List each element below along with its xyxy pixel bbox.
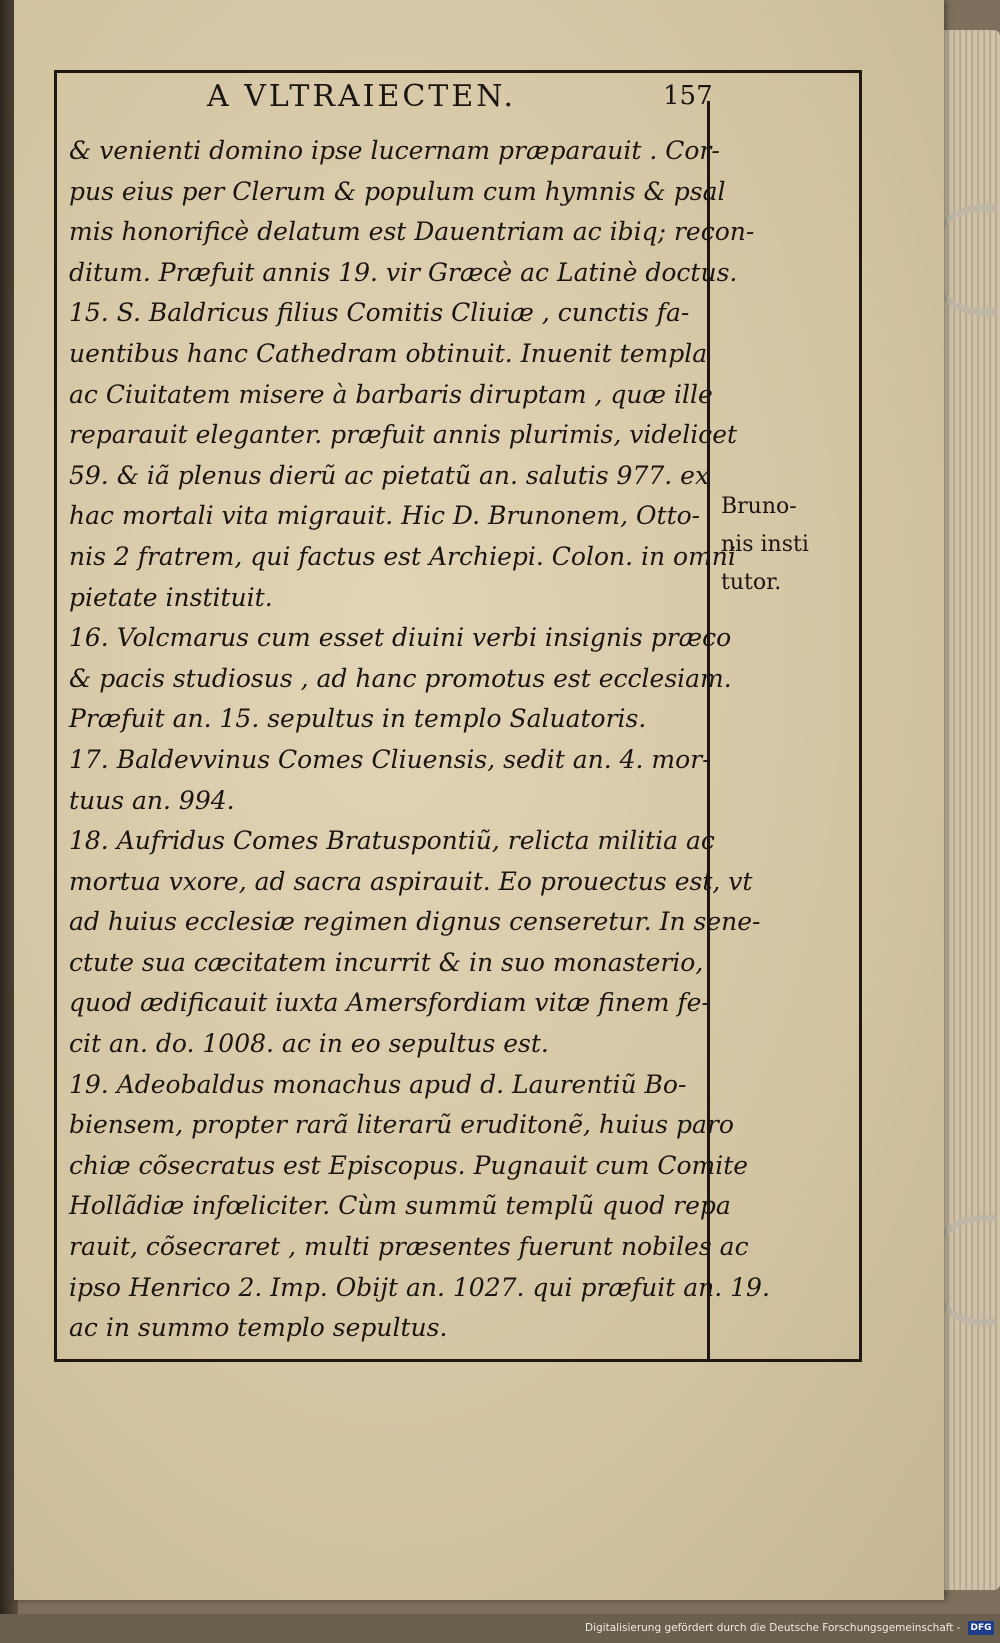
marginal-note-line: nis insti [721, 532, 809, 557]
marginal-note-line: Bruno- [721, 494, 797, 519]
text-line: & pacis studiosus , ad hanc promotus est ecclesiam. [69, 663, 732, 693]
text-line: 18. Aufridus Comes Bratuspontiũ, relicta militia ac [69, 826, 715, 856]
page-number: 157 [663, 81, 713, 111]
text-line: 19. Adeobaldus monachus apud d. Laurentiũ Bo- [69, 1069, 687, 1099]
text-line: biensem, propter rarã literarũ eruditonẽ, huius paro [69, 1110, 734, 1140]
dfg-logo: DFG [968, 1621, 994, 1635]
text-line: reparauit eleganter. præfuit annis plurimis, videlicet [69, 420, 738, 450]
running-title: A VLTRAIECTEN. [207, 79, 517, 114]
text-line: chiæ cõsecratus est Episcopus. Pugnauit cum Comite [69, 1150, 749, 1180]
marginal-note [721, 488, 841, 602]
text-line: ad huius ecclesiæ regimen dignus censeretur. In sene- [69, 907, 761, 937]
text-line: cit an. do. 1008. ac in eo sepultus est. [69, 1029, 549, 1059]
text-line: 17. Baldevvinus Comes Cliuensis, sedit an. 4. mor- [69, 744, 711, 774]
text-line: 15. S. Baldricus filius Comitis Cliuiæ , cunctis fa- [69, 298, 690, 328]
text-line: quod ædificauit iuxta Amersfordiam vitæ finem fe- [69, 988, 710, 1018]
text-line: ac in summo templo sepultus. [69, 1313, 448, 1343]
text-line: ipso Henrico 2. Imp. Obijt an. 1027. qui præfuit an. 19. [69, 1272, 770, 1302]
text-line: Hollãdiæ infœliciter. Cùm summũ templũ quod repa [69, 1191, 731, 1221]
digitization-credit: Digitalisierung gefördert durch die Deutsche Forschungsgemeinschaft - [585, 1622, 961, 1634]
marginal-note-line: tutor. [721, 570, 782, 595]
book-page [14, 0, 944, 1600]
text-line: pietate instituit. [69, 582, 273, 612]
text-line: & venienti domino ipse lucernam præparauit . Cor- [69, 136, 720, 165]
text-line: hac mortali vita migrauit. Hic D. Brunonem, Otto- [69, 501, 701, 531]
text-frame [54, 70, 862, 1362]
text-line: uentibus hanc Cathedram obtinuit. Inuenit templa [69, 338, 708, 368]
text-line: ditum. Præfuit annis 19. vir Græcè ac Latinè doctus. [69, 257, 738, 287]
text-line: nis 2 fratrem, qui factus est Archiepi. Colon. in omni [69, 541, 736, 571]
page-header [57, 79, 859, 114]
text-line: 16. Volcmarus cum esset diuini verbi insignis præco [69, 623, 732, 653]
text-line: ctute sua cæcitatem incurrit & in suo monasterio, [69, 947, 704, 977]
text-line: mis honorificè delatum est Dauentriam ac ibiq; recon- [69, 217, 755, 247]
text-line: mortua vxore, ad sacra aspirauit. Eo prouectus est, vt [69, 866, 753, 896]
text-line: ac Ciuitatem misere à barbaris diruptam , quæ ille [69, 379, 713, 409]
text-line: tuus an. 994. [69, 785, 235, 815]
text-line: pus eius per Clerum & populum cum hymnis & psal [69, 176, 726, 206]
text-line: rauit, cõsecraret , multi præsentes fuerunt nobiles ac [69, 1232, 749, 1262]
text-line: 59. & iã plenus dierũ ac pietatũ an. salutis 977. ex [69, 460, 710, 490]
text-line: Præfuit an. 15. sepultus in templo Saluatoris. [69, 704, 647, 734]
